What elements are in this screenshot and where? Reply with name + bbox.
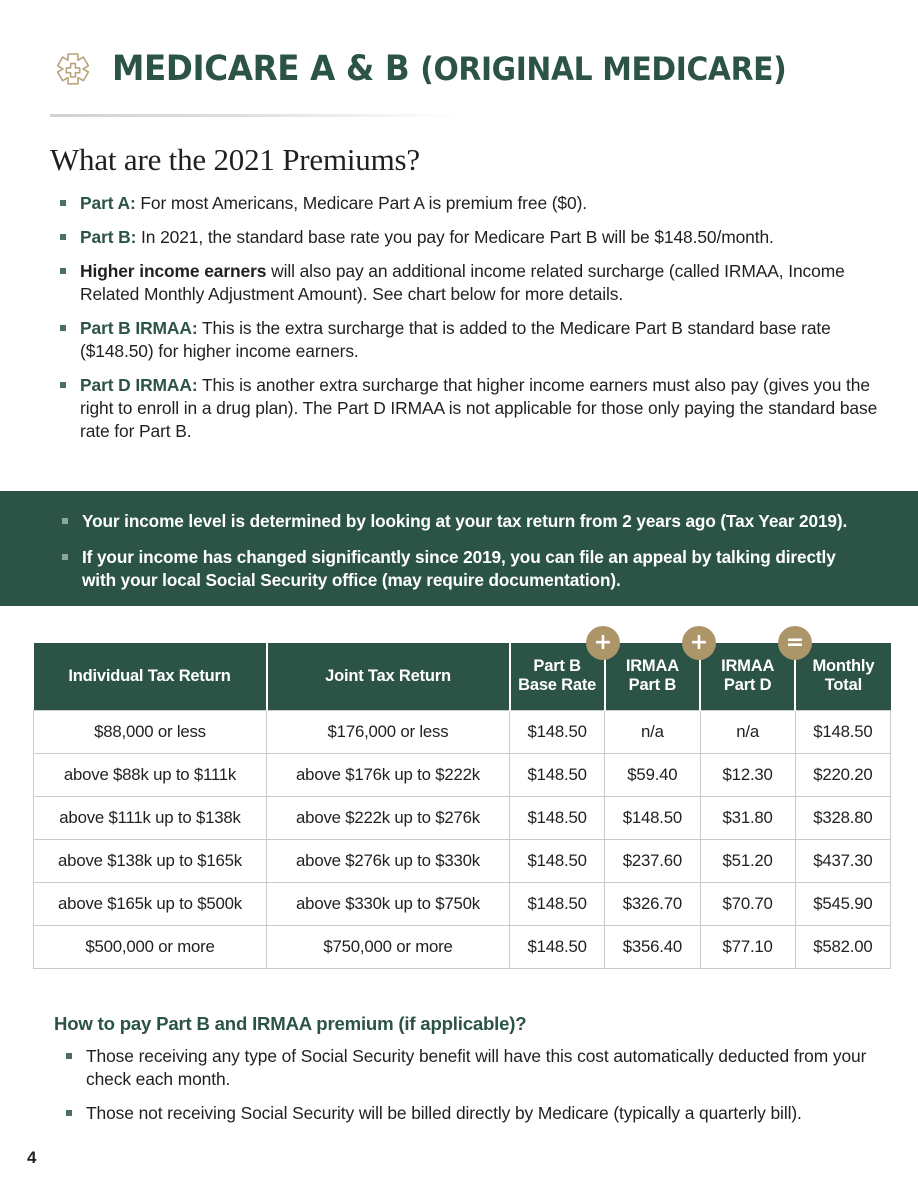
header-line: Total — [824, 676, 862, 695]
list-item: Those not receiving Social Security will be billed directly by Medicare (typically a quarterly bill). — [64, 1102, 874, 1125]
header-line: Joint Tax Return — [325, 666, 451, 685]
cell-individual: $88,000 or less — [34, 710, 267, 753]
plus-badge-1: + — [586, 626, 620, 660]
list-item — [58, 260, 878, 306]
cell-monthly-total: $148.50 — [795, 710, 890, 753]
section-heading: What are the 2021 Premiums? — [50, 142, 420, 177]
footer-heading: How to pay Part B and IRMAA premium (if applicable)? — [54, 1013, 527, 1034]
bullet-text: This is the extra surcharge that is added to the Medicare Part B standard base rate ($148.50) for higher income earners. — [80, 317, 831, 361]
header-line: Monthly — [812, 657, 875, 675]
footer-bullet-list — [0, 1045, 918, 1125]
table-row — [34, 839, 891, 882]
bullet-label: Part A: — [80, 193, 136, 213]
list-item — [58, 226, 878, 249]
bullet-label: Higher income earners — [80, 260, 267, 281]
list-item: If your income has changed significantly since 2019, you can file an appeal by talking directly with your local Social Security office (may require documentation). — [60, 546, 862, 592]
bullet-label: Part B IRMAA: — [80, 317, 198, 338]
cell-individual: $500,000 or more — [34, 925, 267, 968]
page-title-paren: (ORIGINAL MEDICARE) — [420, 49, 787, 88]
table-row — [34, 882, 891, 925]
income-level-callout — [0, 491, 918, 606]
list-item: Those receiving any type of Social Security benefit will have this cost automatically deducted from your check each month. — [64, 1045, 874, 1091]
cell-irmaa-partd: $77.10 — [700, 925, 795, 968]
table-row — [34, 753, 891, 796]
list-item — [58, 192, 878, 215]
column-header-partb-base — [510, 643, 605, 710]
cell-irmaa-partd: $51.20 — [700, 839, 795, 882]
cell-partb-base: $148.50 — [510, 753, 605, 796]
cell-irmaa-partb: $59.40 — [605, 753, 700, 796]
cell-irmaa-partb: n/a — [605, 710, 700, 753]
page-title — [112, 48, 787, 89]
column-header-irmaa-partb — [605, 643, 700, 710]
header-line: IRMAA — [721, 657, 775, 675]
header-divider — [50, 114, 460, 117]
column-header-individual — [34, 643, 267, 710]
column-header-joint — [267, 643, 510, 710]
header-line: IRMAA — [625, 657, 679, 675]
cell-monthly-total: $545.90 — [795, 882, 890, 925]
page-title-main: MEDICARE A & B — [112, 48, 421, 89]
irmaa-premium-table — [33, 643, 891, 969]
cell-joint: above $276k up to $330k — [267, 839, 510, 882]
cell-individual: above $111k up to $138k — [34, 796, 267, 839]
cell-irmaa-partd: $31.80 — [700, 796, 795, 839]
column-header-irmaa-partd — [700, 643, 795, 710]
cell-joint: above $222k up to $276k — [267, 796, 510, 839]
cell-partb-base: $148.50 — [510, 839, 605, 882]
table-header-row — [34, 643, 891, 710]
cell-individual: above $88k up to $111k — [34, 753, 267, 796]
bullet-text: will also pay an additional income related surcharge (called IRMAA, Income Related Monthly Adjustment Amount). See chart below for more details. — [80, 260, 845, 304]
plus-badge-2: + — [682, 626, 716, 660]
header-line: Base Rate — [518, 676, 597, 695]
header-line: Part B — [533, 657, 581, 675]
medical-cross-icon — [50, 46, 96, 92]
cell-irmaa-partb: $237.60 — [605, 839, 700, 882]
irmaa-table-container — [33, 630, 890, 969]
cell-partb-base: $148.50 — [510, 710, 605, 753]
cell-irmaa-partb: $356.40 — [605, 925, 700, 968]
cell-joint: above $176k up to $222k — [267, 753, 510, 796]
table-row — [34, 925, 891, 968]
cell-monthly-total: $437.30 — [795, 839, 890, 882]
bullet-text: In 2021, the standard base rate you pay for Medicare Part B will be $148.50/month. — [136, 226, 774, 247]
list-item — [58, 317, 878, 363]
table-row — [34, 796, 891, 839]
how-to-pay-section — [0, 1013, 918, 1136]
cell-irmaa-partd: n/a — [700, 710, 795, 753]
list-item — [58, 374, 878, 443]
cell-individual: above $165k up to $500k — [34, 882, 267, 925]
header-line: Part D — [723, 676, 772, 695]
cell-monthly-total: $328.80 — [795, 796, 890, 839]
cell-joint: $750,000 or more — [267, 925, 510, 968]
list-item: Your income level is determined by looking at your tax return from 2 years ago (Tax Year 2019). — [60, 510, 862, 533]
bullet-text: For most Americans, Medicare Part A is premium free ($0). — [135, 193, 588, 213]
table-row — [34, 710, 891, 753]
cell-partb-base: $148.50 — [510, 796, 605, 839]
cell-partb-base: $148.50 — [510, 882, 605, 925]
callout-bullet-list — [0, 491, 918, 592]
cell-individual: above $138k up to $165k — [34, 839, 267, 882]
cell-monthly-total: $220.20 — [795, 753, 890, 796]
column-header-monthly-total — [795, 643, 890, 710]
cell-joint: above $330k up to $750k — [267, 882, 510, 925]
equals-badge: = — [778, 626, 812, 660]
cell-irmaa-partd: $12.30 — [700, 753, 795, 796]
header-line: Individual Tax Return — [68, 666, 231, 685]
page-header — [0, 0, 918, 92]
header-line: Part B — [628, 676, 677, 695]
cell-irmaa-partb: $148.50 — [605, 796, 700, 839]
cell-monthly-total: $582.00 — [795, 925, 890, 968]
bullet-label: Part B: — [80, 226, 137, 247]
bullet-text: This is another extra surcharge that higher income earners must also pay (gives you the right to enroll in a drug plan). The Part D IRMAA is not applicable for those only paying the standard base rate for Part B. — [80, 374, 878, 441]
premium-bullet-list — [0, 192, 918, 443]
cell-joint: $176,000 or less — [267, 710, 510, 753]
page-number: 4 — [27, 1148, 37, 1167]
cell-irmaa-partd: $70.70 — [700, 882, 795, 925]
cell-irmaa-partb: $326.70 — [605, 882, 700, 925]
bullet-label: Part D IRMAA: — [80, 374, 198, 395]
cell-partb-base: $148.50 — [510, 925, 605, 968]
